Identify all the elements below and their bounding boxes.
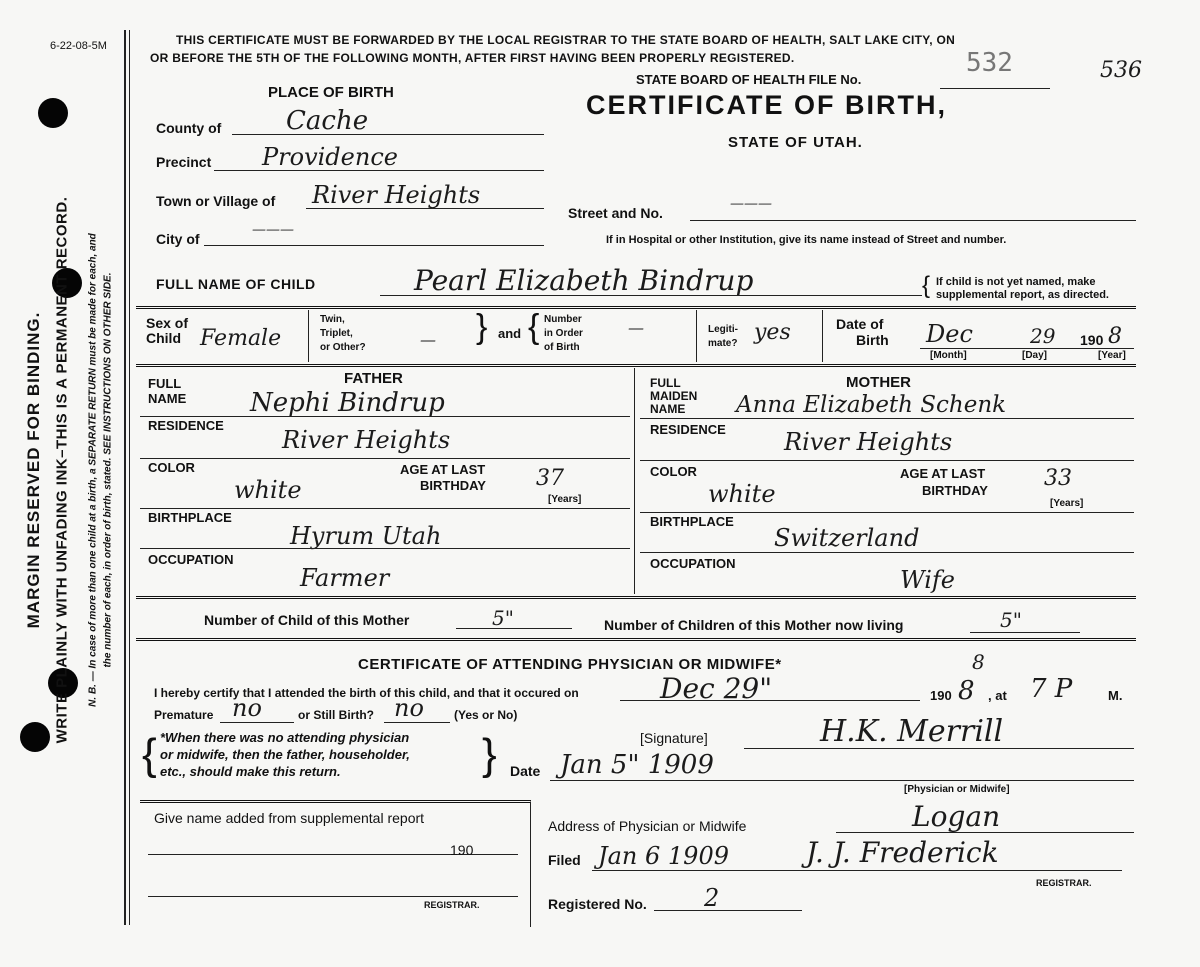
father-age-label2: BIRTHDAY xyxy=(420,478,486,493)
child-name-note-brace: { xyxy=(922,272,931,299)
registrar-signature: J. J. Frederick xyxy=(806,836,999,869)
dob-label1: Date of xyxy=(836,316,884,332)
row-divider xyxy=(822,310,823,362)
year-written: 8 xyxy=(958,676,975,706)
city-line xyxy=(204,245,544,246)
place-heading: PLACE OF BIRTH xyxy=(268,84,394,101)
legit-value: yes xyxy=(754,320,791,345)
sex-value: Female xyxy=(200,326,282,351)
margin-note-line2: the number of each, in order of birth, stated. SEE INSTRUCTIONS ON OTHER SIDE. xyxy=(102,272,114,668)
father-birthplace-value: Hyrum Utah xyxy=(290,522,442,550)
physician-note3: etc., should make this return. xyxy=(160,764,341,779)
row-divider xyxy=(696,310,697,362)
birth-date-value: Dec 29" xyxy=(660,672,773,705)
child-of-mother-label: Number of Child of this Mother xyxy=(204,612,410,628)
dob-year-written: 8 xyxy=(1108,324,1122,349)
certificate-title: CERTIFICATE OF BIRTH, xyxy=(586,90,947,120)
premature-label: Premature xyxy=(154,708,214,722)
dob-year-printed: 190 xyxy=(1080,332,1104,348)
father-occupation-label: OCCUPATION xyxy=(148,552,234,567)
occurred-line xyxy=(620,700,920,701)
twin-value: — xyxy=(420,330,436,349)
state-subtitle: STATE OF UTAH. xyxy=(728,134,863,151)
mother-years-caption: [Years] xyxy=(1050,498,1084,509)
living-value: 5" xyxy=(1000,608,1022,632)
town-line xyxy=(306,208,544,209)
number-value: — xyxy=(628,318,644,337)
father-age-label1: AGE AT LAST xyxy=(400,462,486,477)
still-line xyxy=(384,722,450,723)
mother-age-label2: BIRTHDAY xyxy=(922,483,988,498)
precinct-line xyxy=(214,170,544,171)
count-line xyxy=(970,632,1080,633)
city-value: ——— xyxy=(252,222,294,238)
street-label: Street and No. xyxy=(568,205,663,221)
margin-binding-text: MARGIN RESERVED FOR BINDING. xyxy=(24,311,43,629)
file-no-line xyxy=(940,88,1050,89)
premature-line xyxy=(220,722,294,723)
or-still-label: or Still Birth? xyxy=(298,708,374,722)
street-value: ——— xyxy=(730,196,772,212)
time-value: 7 P xyxy=(1030,674,1073,704)
father-birthplace-label: BIRTHPLACE xyxy=(148,510,232,525)
mother-heading: MOTHER xyxy=(846,374,911,391)
date-line xyxy=(550,780,1134,781)
child-name-note2: supplemental report, as directed. xyxy=(936,289,1109,301)
note-brace-left: { xyxy=(142,730,157,779)
mother-birthplace-value: Switzerland xyxy=(774,524,920,552)
child-name-label: FULL NAME OF CHILD xyxy=(156,276,316,292)
address-line xyxy=(836,832,1134,833)
section-rule xyxy=(136,638,1136,641)
registered-label: Registered No. xyxy=(548,896,647,912)
mother-line xyxy=(640,460,1134,461)
sex-label1: Sex of xyxy=(146,315,189,331)
father-line xyxy=(140,508,630,509)
hospital-note: If in Hospital or other Institution, give its name instead of Street and number. xyxy=(606,234,1007,246)
precinct-label: Precinct xyxy=(156,154,212,170)
child-name-value: Pearl Elizabeth Bindrup xyxy=(414,264,754,297)
year-correction: 8 xyxy=(972,650,985,674)
physician-note1: *When there was no attending physician xyxy=(160,730,410,745)
supplemental-line xyxy=(148,896,518,897)
role-caption: [Physician or Midwife] xyxy=(904,784,1010,795)
at-label: , at xyxy=(988,688,1007,703)
registered-line xyxy=(654,910,802,911)
binding-margin xyxy=(0,0,128,967)
mother-occupation-label: OCCUPATION xyxy=(650,556,736,571)
father-heading: FATHER xyxy=(344,370,403,387)
mother-occupation-value: Wife xyxy=(900,566,956,594)
legit-label2: mate? xyxy=(708,338,738,349)
mother-residence-label: RESIDENCE xyxy=(650,422,726,437)
mother-age-label1: AGE AT LAST xyxy=(900,466,986,481)
count-line xyxy=(456,628,572,629)
premature-value: no xyxy=(232,694,262,722)
mother-line xyxy=(640,512,1134,513)
father-years-caption: [Years] xyxy=(548,494,582,505)
instruction-line1: THIS CERTIFICATE MUST BE FORWARDED BY THE LOCAL REGISTRAR TO THE STATE BOARD OF HEALTH, SALT LAKE CITY, ON xyxy=(176,33,956,47)
registered-value: 2 xyxy=(704,884,720,912)
mother-maiden-label3: NAME xyxy=(650,402,686,416)
number-label2: in Order xyxy=(544,328,583,339)
dob-line xyxy=(920,348,1134,349)
mother-birthplace-label: BIRTHPLACE xyxy=(650,514,734,529)
physician-heading: CERTIFICATE OF ATTENDING PHYSICIAN OR MIDWIFE* xyxy=(358,656,782,673)
physician-note2: or midwife, then the father, householder, xyxy=(160,747,410,762)
signature-line xyxy=(744,748,1134,749)
town-label: Town or Village of xyxy=(156,193,276,209)
number-label1: Number xyxy=(544,314,582,325)
month-caption: [Month] xyxy=(930,350,967,361)
father-residence-value: River Heights xyxy=(282,426,451,454)
legit-label1: Legiti- xyxy=(708,324,738,335)
county-label: County of xyxy=(156,120,222,136)
supplemental-year: 190 xyxy=(450,842,474,858)
parents-divider xyxy=(634,368,635,594)
filed-line xyxy=(592,870,1122,871)
street-line xyxy=(690,220,1136,221)
precinct-value: Providence xyxy=(262,143,398,171)
father-occupation-value: Farmer xyxy=(300,564,390,592)
filed-label: Filed xyxy=(548,852,581,868)
sex-label2: Child xyxy=(146,330,181,346)
father-color-value: white xyxy=(234,476,302,504)
mother-line xyxy=(640,552,1134,553)
twin-label3: or Other? xyxy=(320,342,366,353)
day-caption: [Day] xyxy=(1022,350,1048,361)
note-brace-right: } xyxy=(482,730,497,779)
signature-value: H.K. Merrill xyxy=(820,714,1004,749)
file-no-stamp: 532 xyxy=(966,48,1013,78)
mother-residence-value: River Heights xyxy=(784,428,953,456)
address-label: Address of Physician or Midwife xyxy=(548,818,747,834)
dob-day: 29 xyxy=(1030,324,1056,348)
mother-color-value: white xyxy=(708,480,776,508)
mother-age-value: 33 xyxy=(1044,466,1072,491)
year-printed: 190 xyxy=(930,688,952,703)
certify-text: I hereby certify that I attended the birth of this child, and that it occured on xyxy=(154,686,579,700)
margin-border xyxy=(124,30,126,925)
filing-registrar-caption: REGISTRAR. xyxy=(1036,878,1092,888)
still-value: no xyxy=(394,694,424,722)
city-label: City of xyxy=(156,231,200,247)
number-brace: { xyxy=(528,308,540,346)
section-rule xyxy=(136,596,1136,599)
filed-value: Jan 6 1909 xyxy=(598,842,729,870)
county-value: Cache xyxy=(286,106,369,136)
mother-name-value: Anna Elizabeth Schenk xyxy=(736,392,1007,418)
twin-brace: } xyxy=(476,308,488,346)
living-label: Number of Children of this Mother now living xyxy=(604,617,904,633)
file-no-label: STATE BOARD OF HEALTH FILE No. xyxy=(636,72,862,87)
instruction-line2: OR BEFORE THE 5TH OF THE FOLLOWING MONTH, AFTER FIRST HAVING BEEN PROPERLY REGISTERED. xyxy=(150,51,795,65)
mother-maiden-label2: MAIDEN xyxy=(650,389,698,403)
town-value: River Heights xyxy=(312,181,481,209)
date-label: Date xyxy=(510,763,541,779)
mother-color-label: COLOR xyxy=(650,464,697,479)
address-value: Logan xyxy=(912,800,1001,833)
twin-label1: Twin, xyxy=(320,314,345,325)
section-rule xyxy=(136,306,1136,309)
number-label3: of Birth xyxy=(544,342,580,353)
supplemental-heading: Give name added from supplemental report xyxy=(154,810,425,826)
row-divider xyxy=(308,310,309,362)
mother-maiden-label1: FULL xyxy=(650,376,681,390)
father-color-label: COLOR xyxy=(148,460,195,475)
date-value: Jan 5" 1909 xyxy=(560,750,714,780)
dob-label2: Birth xyxy=(856,332,889,348)
father-line xyxy=(140,458,630,459)
dob-month: Dec xyxy=(926,320,973,348)
year-caption: [Year] xyxy=(1098,350,1126,361)
child-name-line xyxy=(380,295,922,296)
supplemental-registrar: REGISTRAR. xyxy=(424,900,480,910)
father-residence-label: RESIDENCE xyxy=(148,418,224,433)
father-age-value: 37 xyxy=(536,466,564,491)
child-name-note1: If child is not yet named, make xyxy=(936,276,1096,288)
father-name-value: Nephi Bindrup xyxy=(250,388,445,418)
mother-line xyxy=(640,418,1134,419)
father-name-label1: FULL xyxy=(148,376,182,391)
father-name-label2: NAME xyxy=(148,391,187,406)
m-label: M. xyxy=(1108,688,1123,703)
child-of-mother-value: 5" xyxy=(492,606,514,630)
corner-number: 536 xyxy=(1100,58,1142,83)
margin-border-inner xyxy=(129,30,130,925)
signature-label: [Signature] xyxy=(640,730,708,746)
father-line xyxy=(140,416,630,417)
twin-label2: Triplet, xyxy=(320,328,353,339)
form-code: 6-22-08-5M xyxy=(50,40,107,52)
father-line xyxy=(140,548,630,549)
and-label: and xyxy=(498,326,522,341)
county-line xyxy=(232,134,544,135)
margin-ink-text: WRITE PLAINLY WITH UNFADING INK–THIS IS A PERMANENT RECORD. xyxy=(53,196,71,744)
section-rule xyxy=(136,364,1136,367)
yes-no-label: (Yes or No) xyxy=(454,708,518,722)
margin-note-line1: N. B. — In case of more than one child at a birth, a SEPARATE RETURN must be made for each, and xyxy=(87,233,99,707)
